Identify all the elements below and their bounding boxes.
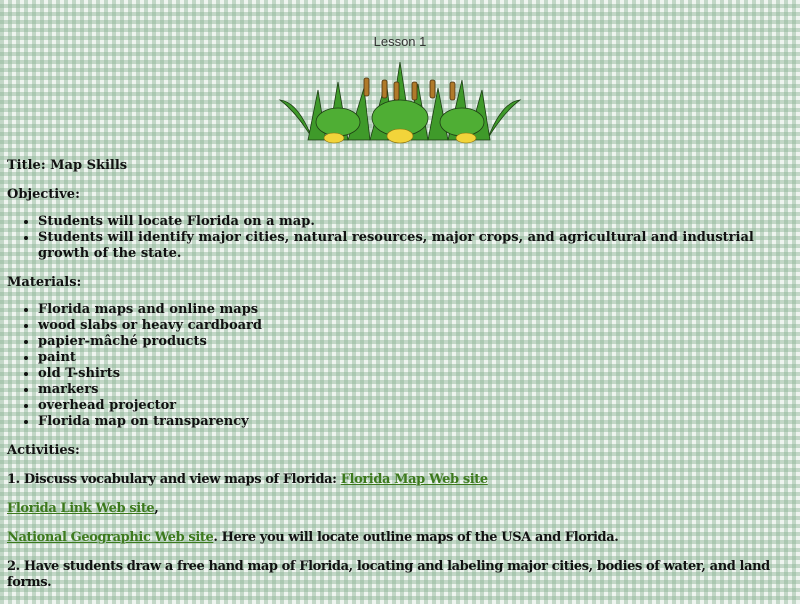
activity-2: 2. Have students draw a free hand map of Florida, locating and labeling major cities, bodies of water, and land forms. [7, 559, 770, 590]
list-item: • Students will locate Florida on a map. [38, 214, 792, 230]
activity-text: , [154, 501, 159, 516]
activities-heading: Activities: [7, 443, 80, 458]
activity-text: . Here you will locate outline maps of the USA and Florida. [213, 530, 619, 545]
list-item: • Florida maps and online maps [38, 302, 792, 318]
national-geographic-link[interactable]: National Geographic Web site [7, 530, 214, 545]
materials-list [7, 302, 792, 430]
list-item: • wood slabs or heavy cardboard [38, 318, 792, 334]
lesson-content [7, 158, 792, 604]
objective-heading: Objective: [7, 187, 80, 202]
activity-1 [7, 472, 792, 488]
florida-map-link[interactable]: Florida Map Web site [340, 472, 488, 487]
activity-text: 1. Discuss vocabulary and view maps of Florida: [7, 472, 341, 487]
objective-list [7, 214, 792, 262]
florida-link-link[interactable]: Florida Link Web site [7, 501, 155, 516]
list-item: • markers [38, 382, 792, 398]
materials-heading: Materials: [7, 275, 82, 290]
activity-1c [7, 530, 792, 546]
list-item: • Students will identify major cities, natural resources, major crops, and agricultural and industrial growth of the state. [38, 230, 792, 262]
list-item: • old T-shirts [38, 366, 792, 382]
list-item: • paint [38, 350, 792, 366]
list-item: • papier-mâché products [38, 334, 792, 350]
plants-illustration [278, 60, 522, 148]
list-item: • overhead projector [38, 398, 792, 414]
list-item: • Florida map on transparency [38, 414, 792, 430]
activity-1b [7, 501, 792, 517]
lesson-label: Lesson 1 [373, 34, 427, 49]
lesson-title: Title: Map Skills [7, 158, 128, 173]
